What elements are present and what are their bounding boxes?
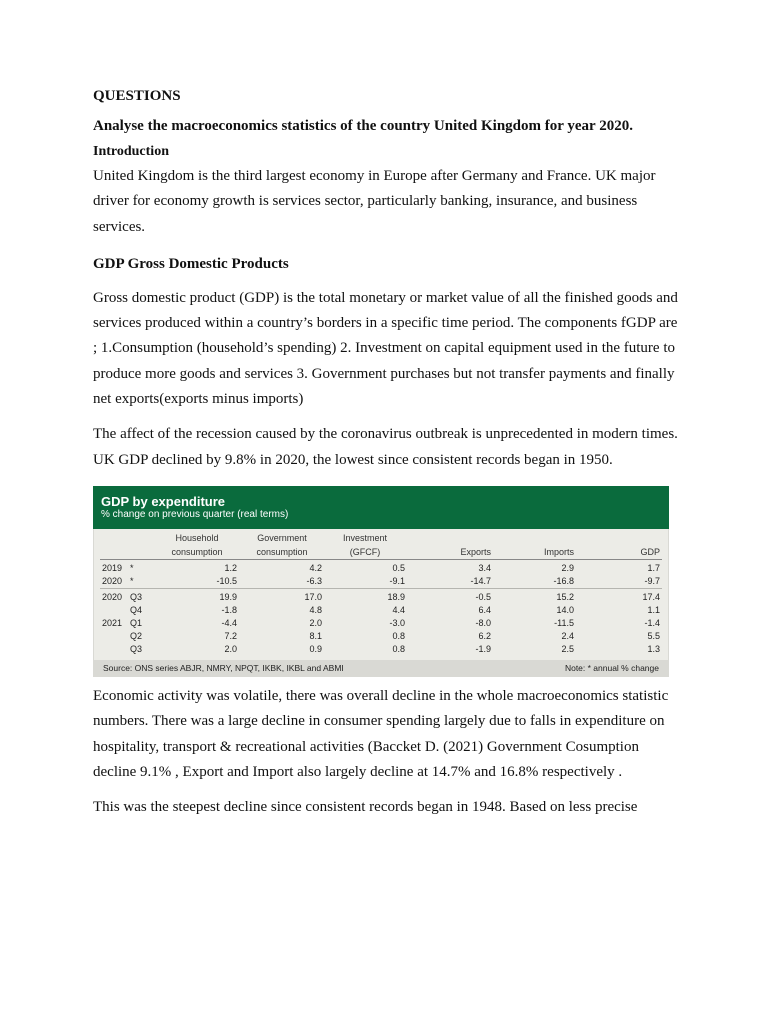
table-cell: 14.0 (556, 605, 574, 615)
row-year: 2021 (102, 618, 123, 628)
column-header-line1: Household (175, 533, 219, 543)
table-cell: 1.1 (647, 605, 660, 615)
table-cell: -1.4 (644, 618, 660, 628)
row-period: Q2 (130, 631, 143, 641)
table-cell: 4.8 (309, 605, 322, 615)
table-title: GDP by expenditure (101, 494, 226, 509)
table-source: Source: ONS series ABJR, NMRY, NPQT, IKBK, IKBL and ABMI (103, 663, 344, 673)
row-year: 2020 (102, 576, 123, 586)
table-cell: 0.8 (392, 631, 405, 641)
activity-paragraph: Economic activity was volatile, there was overall decline in the whole macroeconomics statistic numbers. There was a large decline in consumer spending largely due to falls in expenditure on hospitality, transport & recreational activities (Baccket D. (2021) Government Cosumption decline 9.1% , Export and Import also largely decline at 14.7% and 16.8% respectively . (93, 688, 669, 780)
table-cell: -11.5 (554, 618, 574, 628)
introduction-paragraph: United Kingdom is the third largest economy in Europe after Germany and France. UK major driver for economy growth is services sector, particularly banking, insurance, and business services. (93, 168, 656, 235)
table-cell: 6.2 (478, 631, 491, 641)
table-cell: 2.9 (561, 563, 574, 573)
table-cell: 19.9 (219, 592, 237, 602)
column-header: GDP (640, 547, 660, 557)
steepest-decline-paragraph: This was the steepest decline since consistent records began in 1948. Based on less precise (93, 799, 638, 816)
table-cell: -10.5 (216, 576, 237, 586)
table-cell: -14.7 (470, 576, 491, 586)
recession-paragraph: The affect of the recession caused by the coronavirus outbreak is unprecedented in modern times. UK GDP declined by 9.8% in 2020, the lowest since consistent records began in 1950. (93, 426, 678, 468)
annual-quarterly-divider (100, 588, 662, 589)
table-cell: -3.0 (389, 618, 405, 628)
table-subtitle: % change on previous quarter (real terms) (101, 509, 289, 520)
table-cell: 2.0 (224, 644, 237, 654)
row-period: Q4 (130, 605, 143, 615)
table-note: Note: * annual % change (564, 663, 659, 673)
column-header: (GFCF) (349, 547, 381, 557)
table-cell: 5.5 (647, 631, 660, 641)
table-header-bar (93, 486, 669, 529)
header-divider (100, 559, 662, 560)
table-cell: 3.4 (478, 563, 491, 573)
table-cell: -4.4 (221, 618, 237, 628)
table-cell: 1.7 (647, 563, 660, 573)
table-cell: -0.5 (475, 592, 491, 602)
table-cell: 0.5 (392, 563, 405, 573)
introduction-heading: Introduction (93, 144, 169, 159)
row-period: * (130, 563, 134, 573)
table-cell: 1.3 (647, 644, 660, 654)
table-cell: 18.9 (387, 592, 405, 602)
question-text: Analyse the macroeconomics statistics of the country United Kingdom for year 2020. (93, 118, 633, 134)
column-header-line1: Investment (342, 533, 388, 543)
row-year: 2020 (102, 592, 123, 602)
table-cell: 0.9 (309, 644, 322, 654)
row-period: * (130, 576, 134, 586)
column-header: consumption (171, 547, 223, 557)
document-page-continued (93, 684, 683, 820)
questions-heading: QUESTIONS (93, 88, 181, 104)
table-cell: -6.3 (306, 576, 322, 586)
table-cell: 8.1 (309, 631, 322, 641)
gdp-by-expenditure-table (93, 486, 669, 677)
table-cell: 17.4 (642, 592, 660, 602)
table-cell: 17.0 (304, 592, 322, 602)
table-cell: 1.2 (224, 563, 237, 573)
table-cell: 4.4 (392, 605, 405, 615)
gdp-paragraph: Gross domestic product (GDP) is the total monetary or market value of all the finished goods and services produced within a country’s borders in a specific time period. The components fGDP are ; 1.Consumption (household’s spending) 2. Investment on capital equipment used in the future to produce more goods and services 3. Government purchases but not transfer payments and finally net exports(exports minus imports) (93, 289, 678, 408)
table-cell: 2.5 (561, 644, 574, 654)
column-header-line1: Government (257, 533, 307, 543)
document-page (93, 84, 683, 473)
table-cell: 15.2 (556, 592, 574, 602)
column-header: Exports (460, 547, 491, 557)
table-cell: -8.0 (475, 618, 491, 628)
table-footer (93, 660, 669, 677)
table-cell: 6.4 (478, 605, 491, 615)
column-header: Imports (543, 547, 574, 557)
table-cell: -1.9 (475, 644, 491, 654)
table-cell: 7.2 (224, 631, 237, 641)
column-header: consumption (256, 547, 308, 557)
row-period: Q1 (130, 618, 143, 628)
table-cell: -16.8 (553, 576, 574, 586)
row-period: Q3 (130, 644, 143, 654)
table-cell: -9.7 (644, 576, 660, 586)
gdp-heading: GDP Gross Domestic Products (93, 255, 289, 272)
table-cell: 2.0 (309, 618, 322, 628)
table-cell: 4.2 (309, 563, 322, 573)
table-cell: -1.8 (221, 605, 237, 615)
table-cell: 0.8 (392, 644, 405, 654)
row-period: Q3 (130, 592, 143, 602)
table-body (94, 529, 668, 660)
table-cell: 2.4 (561, 631, 574, 641)
row-year: 2019 (102, 563, 123, 573)
table-cell: -9.1 (389, 576, 405, 586)
